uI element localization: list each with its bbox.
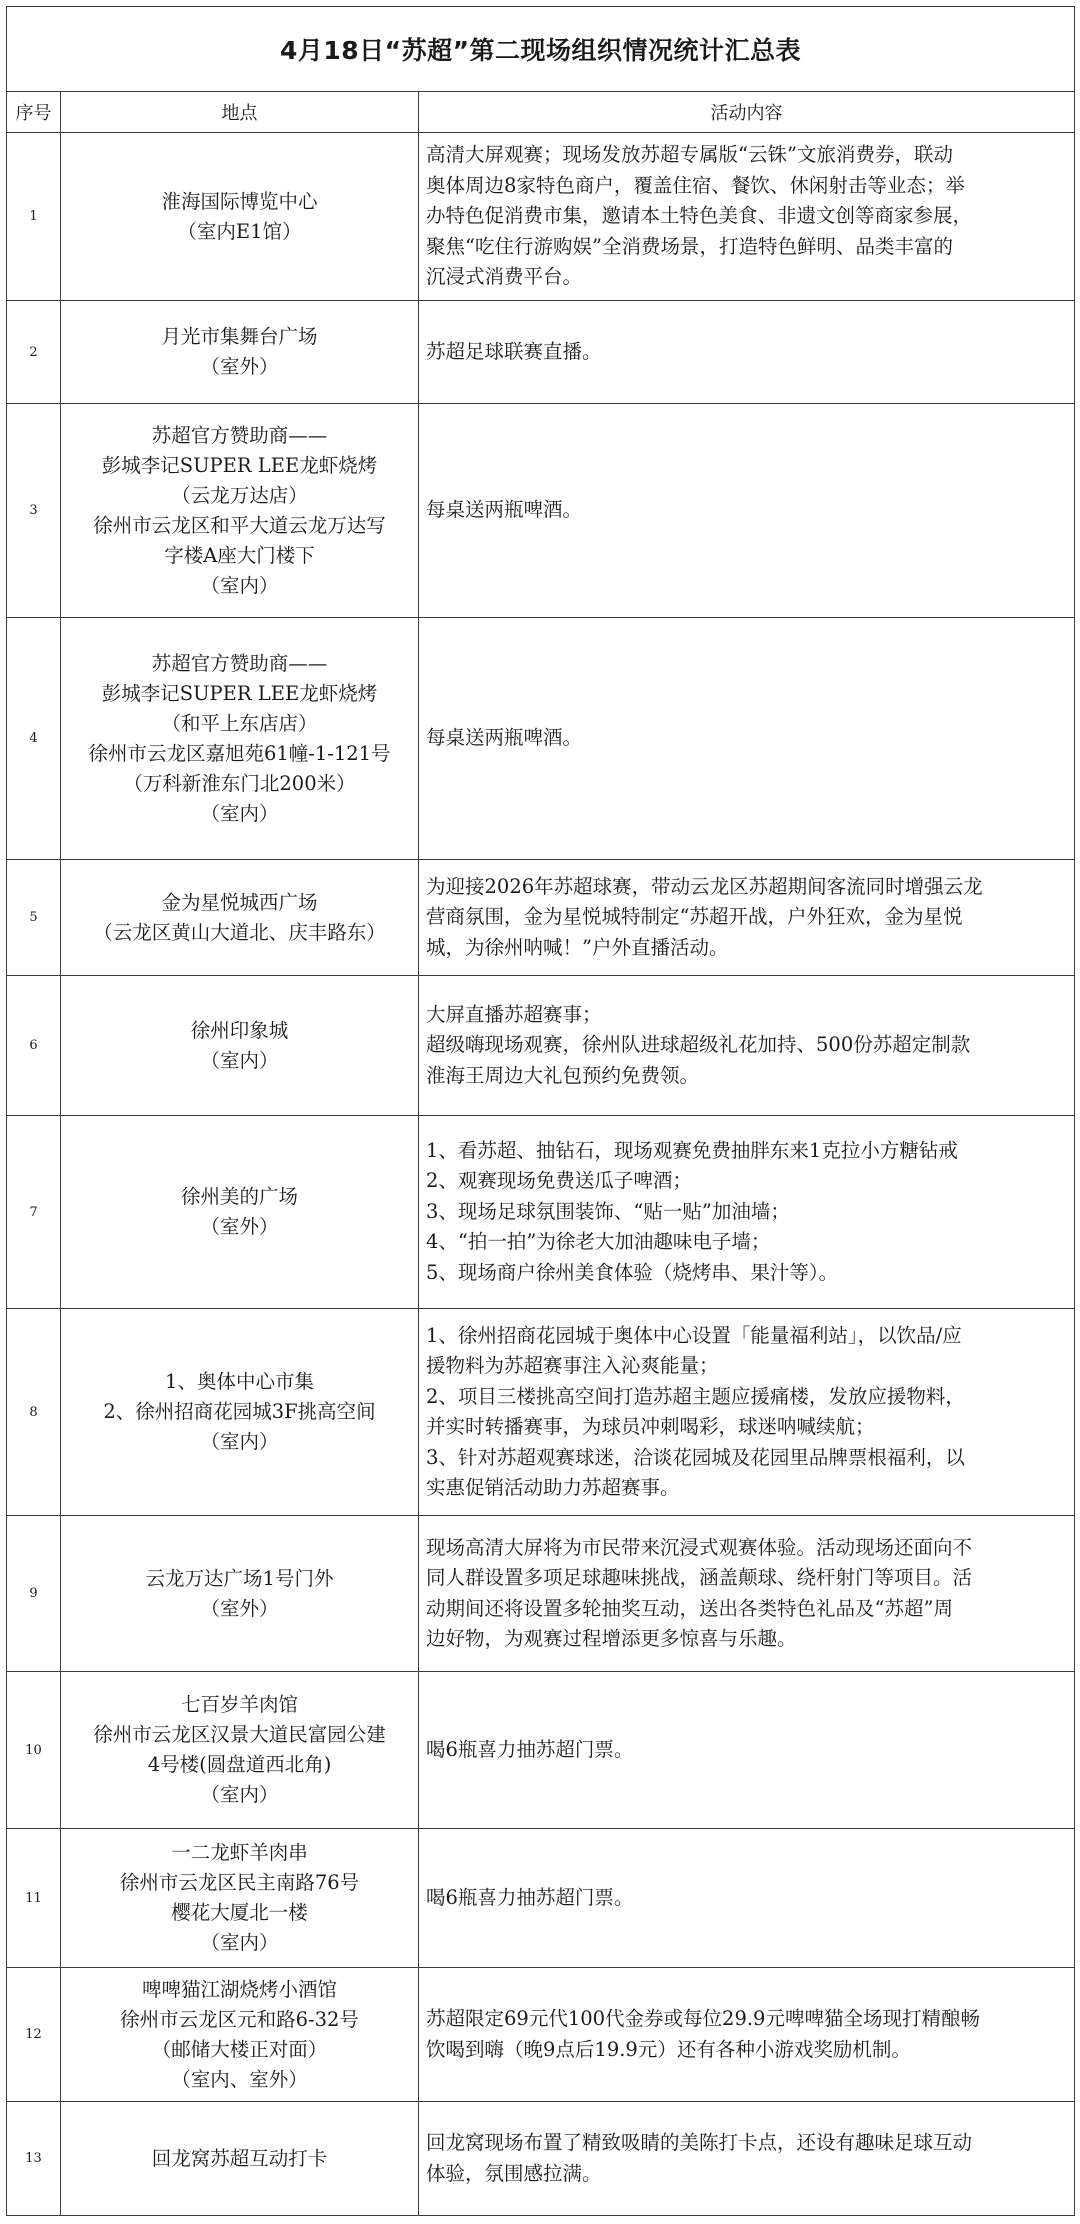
row-activity (419, 301, 1075, 404)
activity-line: 办特色促消费市集，邀请本土特色美食、非遗文创等商家参展， (426, 204, 973, 228)
table-row (7, 1829, 1075, 1968)
activity-line: 实惠促销活动助力苏超赛事。 (426, 1476, 680, 1499)
table-row (7, 1968, 1075, 2102)
activity-line: 3、针对苏超观赛球迷，洽谈花园城及花园里品牌票根福利，以 (426, 1445, 965, 1469)
location-line: 徐州市云龙区汉景大道民富园公建 (93, 1723, 386, 1746)
activity-line: 1、徐州招商花园城于奥体中心设置「能量福利站」，以饮品/应 (426, 1323, 962, 1347)
location-line: 字楼A座大门楼下 (164, 543, 315, 567)
activity-line: 喝6瓶喜力抽苏超门票。 (426, 1885, 634, 1909)
row-activity (419, 976, 1075, 1116)
table-row (7, 976, 1075, 1116)
row-location (61, 301, 419, 404)
location-line: 啤啤猫江湖烧烤小酒馆 (141, 1977, 337, 2001)
summary-table (6, 6, 1075, 2216)
location-line: 金为星悦城西广场 (161, 890, 318, 914)
row-index: 2 (7, 301, 61, 404)
location-line: 4号楼(圆盘道西北角) (147, 1753, 332, 1776)
activity-line: 苏超限定69元代100代金券或每位29.9元啤啤猫全场现打精酿畅 (426, 2007, 980, 2030)
row-index: 9 (7, 1516, 61, 1672)
row-location (61, 1516, 419, 1672)
table-row (7, 1116, 1075, 1309)
summary-sheet (6, 6, 1074, 2216)
activity-line: 2、观赛现场免费送瓜子啤酒； (426, 1169, 692, 1193)
row-location (61, 1672, 419, 1829)
location-line: （室内） (200, 801, 279, 825)
activity-line: 4、“拍一拍”为徐老大加油趣味电子墙； (426, 1230, 771, 1254)
location-line: （室内） (200, 1931, 279, 1954)
location-line: 回龙窝苏超互动打卡 (151, 2146, 328, 2170)
row-activity (419, 1309, 1075, 1516)
row-location (61, 976, 419, 1116)
activity-line: 回龙窝现场布置了精致吸睛的美陈打卡点，还设有趣味足球互动 (426, 2131, 973, 2154)
location-line: 苏超官方赞助商—— (151, 651, 328, 675)
location-line: 徐州美的广场 (180, 1185, 298, 1208)
table-row (7, 1672, 1075, 1829)
location-line: （云龙万达店） (171, 483, 308, 507)
location-line: 彭城李记SUPER LEE龙虾烧烤 (101, 453, 378, 477)
activity-line: 并实时转播赛事，为球员冲刺喝彩，球迷呐喊续航； (426, 1415, 875, 1438)
location-line: （室外） (200, 1215, 279, 1238)
location-line: 1、奥体中心市集 (165, 1370, 314, 1393)
row-activity (419, 618, 1075, 860)
row-index: 7 (7, 1116, 61, 1309)
row-location (61, 404, 419, 618)
location-line: 彭城李记SUPER LEE龙虾烧烤 (101, 681, 378, 705)
row-activity (419, 404, 1075, 618)
location-line: （室外） (200, 355, 279, 378)
table-title: 4月18日“苏超”第二现场组织情况统计汇总表 (7, 7, 1075, 92)
row-location (61, 1829, 419, 1968)
location-line: 徐州印象城 (190, 1018, 289, 1042)
header-location: 地点 (61, 92, 419, 133)
row-location (61, 618, 419, 860)
activity-line: 体验，氛围感拉满。 (426, 2161, 602, 2185)
table-row (7, 860, 1075, 976)
activity-line: 现场高清大屏将为市民带来沉浸式观赛体验。活动现场还面向不 (426, 1535, 973, 1559)
title-row (7, 7, 1075, 92)
location-line: 徐州市云龙区元和路6-32号 (120, 2007, 359, 2031)
activity-line: 大屏直播苏超赛事； (426, 1002, 602, 1026)
location-line: 徐州市云龙区嘉旭苑61幢-1-121号 (88, 741, 391, 765)
row-index: 13 (7, 2102, 61, 2216)
row-location (61, 860, 419, 976)
location-line: （邮储大楼正对面） (151, 2037, 328, 2061)
location-line: 苏超官方赞助商—— (151, 423, 328, 447)
table-row (7, 301, 1075, 404)
location-line: 一二龙虾羊肉串 (171, 1841, 308, 1864)
table-row (7, 1516, 1075, 1672)
table-row (7, 618, 1075, 860)
row-index: 8 (7, 1309, 61, 1516)
row-location (61, 133, 419, 301)
activity-line: 饮喝到嗨（晚9点后19.9元）还有各种小游戏奖励机制。 (426, 2037, 911, 2061)
row-activity (419, 1968, 1075, 2102)
activity-line: 边好物，为观赛过程增添更多惊喜与乐趣。 (426, 1627, 797, 1650)
header-row (7, 92, 1075, 133)
row-activity (419, 1672, 1075, 1829)
row-index: 3 (7, 404, 61, 618)
location-line: （室外） (200, 1596, 279, 1620)
table-row (7, 133, 1075, 301)
activity-line: 苏超足球联赛直播。 (426, 339, 602, 363)
row-index: 12 (7, 1968, 61, 2102)
location-line: 樱花大厦北一楼 (171, 1901, 308, 1924)
table-body (7, 133, 1075, 2216)
location-line: 七百岁羊肉馆 (180, 1693, 298, 1716)
activity-line: 为迎接2026年苏超球赛，带动云龙区苏超期间客流同时增强云龙 (426, 874, 983, 898)
activity-line: 1、看苏超、抽钻石，现场观赛免费抽胖东来1克拉小方糖钻戒 (426, 1138, 958, 1162)
location-line: （万科新淮东门北200米） (123, 771, 356, 795)
location-line: （室内） (200, 573, 279, 597)
location-line: 徐州市云龙区民主南路76号 (119, 1871, 360, 1894)
row-index: 1 (7, 133, 61, 301)
row-index: 4 (7, 618, 61, 860)
row-location (61, 1968, 419, 2102)
row-location (61, 1116, 419, 1309)
row-index: 10 (7, 1672, 61, 1829)
header-activity: 活动内容 (419, 92, 1075, 133)
location-line: （室内） (200, 1430, 279, 1453)
header-index: 序号 (7, 92, 61, 133)
row-location (61, 1309, 419, 1516)
location-line: （和平上东店店） (161, 711, 318, 735)
table-row (7, 1309, 1075, 1516)
activity-line: 城，为徐州呐喊！”户外直播活动。 (426, 935, 729, 959)
row-activity (419, 1829, 1075, 1968)
location-line: （室内） (200, 1783, 279, 1806)
activity-line: 奥体周边8家特色商户，覆盖住宿、餐饮、休闲射击等业态；举 (426, 173, 965, 197)
activity-line: 超级嗨现场观赛，徐州队进球超级礼花加持、500份苏超定制款 (426, 1033, 971, 1057)
activity-line: 高清大屏观赛；现场发放苏超专属版“云铢”文旅消费券，联动 (426, 143, 953, 167)
row-index: 6 (7, 976, 61, 1116)
row-index: 11 (7, 1829, 61, 1968)
location-line: 淮海国际博览中心 (161, 189, 318, 213)
location-line: 徐州市云龙区和平大道云龙万达写 (93, 513, 386, 537)
activity-line: 喝6瓶喜力抽苏超门票。 (426, 1737, 634, 1761)
activity-line: 2、项目三楼挑高空间打造苏超主题应援痛楼，发放应援物料， (426, 1384, 965, 1408)
activity-line: 5、现场商户徐州美食体验（烧烤串、果汁等）。 (426, 1260, 839, 1284)
location-line: （室内、室外） (171, 2067, 308, 2091)
activity-line: 每桌送两瓶啤酒。 (426, 498, 583, 522)
activity-line: 每桌送两瓶啤酒。 (426, 726, 583, 750)
location-line: 2、徐州招商花园城3F挑高空间 (103, 1400, 376, 1423)
table-row (7, 2102, 1075, 2216)
location-line: （云龙区黄山大道北、庆丰路东） (93, 920, 386, 944)
row-activity (419, 860, 1075, 976)
activity-line: 淮海王周边大礼包预约免费领。 (426, 1063, 700, 1087)
row-location (61, 2102, 419, 2216)
row-index: 5 (7, 860, 61, 976)
location-line: 云龙万达广场1号门外 (145, 1566, 334, 1590)
activity-line: 同人群设置多项足球趣味挑战，涵盖颠球、绕杆射门等项目。活 (426, 1566, 973, 1589)
row-activity (419, 1516, 1075, 1672)
activity-line: 援物料为苏超赛事注入沁爽能量； (426, 1354, 719, 1377)
activity-line: 营商氛围，金为星悦城特制定“苏超开战，户外狂欢，金为星悦 (426, 905, 963, 929)
activity-line: 聚焦“吃住行游购娱”全消费场景，打造特色鲜明、品类丰富的 (426, 234, 953, 258)
row-activity (419, 1116, 1075, 1309)
location-line: （室内E1馆） (177, 219, 302, 243)
activity-line: 沉浸式消费平台。 (426, 265, 583, 289)
table-row (7, 404, 1075, 618)
activity-line: 动期间还将设置多轮抽奖互动，送出各类特色礼品及“苏超”周 (426, 1596, 953, 1620)
row-activity (419, 2102, 1075, 2216)
activity-line: 3、现场足球氛围装饰、“贴一贴”加油墙； (426, 1199, 790, 1223)
location-line: 月光市集舞台广场 (161, 325, 318, 348)
row-activity (419, 133, 1075, 301)
location-line: （室内） (200, 1048, 279, 1072)
